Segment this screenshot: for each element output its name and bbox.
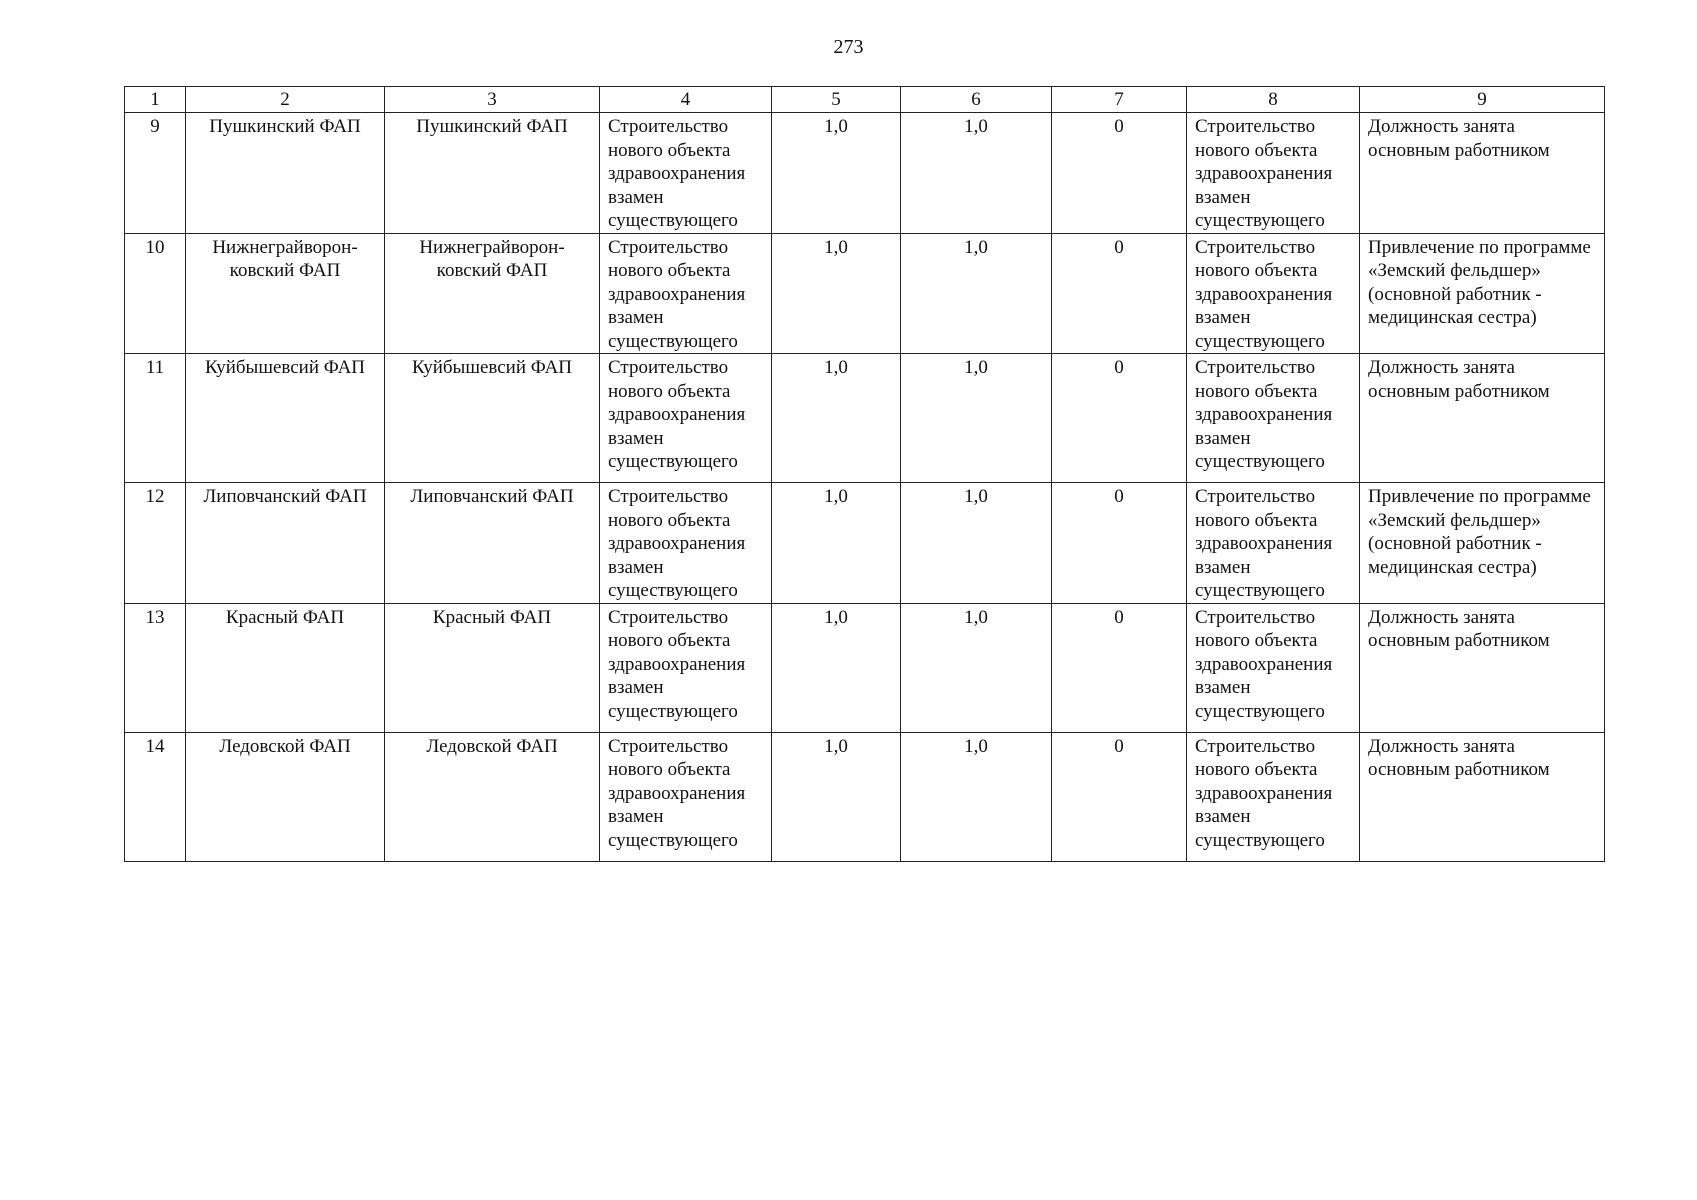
facility-name: Куйбышевсий ФАП <box>186 354 385 483</box>
column-number: 8 <box>1187 87 1360 113</box>
value-col7: 0 <box>1052 354 1187 483</box>
table-row <box>125 603 1605 732</box>
column-number: 9 <box>1360 87 1605 113</box>
row-number: 9 <box>125 113 186 234</box>
planned-action: Строительство нового объекта здравоохранения взамен существующего <box>600 603 772 732</box>
facility-object: Пушкинский ФАП <box>385 113 600 234</box>
facility-object: Куйбышевсий ФАП <box>385 354 600 483</box>
table-row <box>125 113 1605 234</box>
planned-action: Строительство нового объекта здравоохранения взамен существующего <box>600 354 772 483</box>
value-col5: 1,0 <box>772 233 901 354</box>
table-row <box>125 483 1605 604</box>
result-text: Строительство нового объекта здравоохранения взамен существующего <box>1187 732 1360 861</box>
column-number: 6 <box>901 87 1052 113</box>
column-number: 2 <box>186 87 385 113</box>
column-number: 7 <box>1052 87 1187 113</box>
planned-action: Строительство нового объекта здравоохранения взамен существующего <box>600 233 772 354</box>
column-number: 1 <box>125 87 186 113</box>
row-number: 14 <box>125 732 186 861</box>
facility-name: Пушкинский ФАП <box>186 113 385 234</box>
staffing-note: Должность занята основным работником <box>1360 354 1605 483</box>
column-number: 3 <box>385 87 600 113</box>
value-col5: 1,0 <box>772 113 901 234</box>
table-row <box>125 354 1605 483</box>
facility-name: Красный ФАП <box>186 603 385 732</box>
facility-object: Липовчанский ФАП <box>385 483 600 604</box>
value-col7: 0 <box>1052 113 1187 234</box>
value-col7: 0 <box>1052 603 1187 732</box>
value-col6: 1,0 <box>901 603 1052 732</box>
facility-object: Красный ФАП <box>385 603 600 732</box>
value-col6: 1,0 <box>901 113 1052 234</box>
row-number: 11 <box>125 354 186 483</box>
staffing-note: Должность занята основным работником <box>1360 603 1605 732</box>
staffing-note: Привлечение по программе «Земский фельдшер» (основной работник - медицинская сестра) <box>1360 233 1605 354</box>
page-number: 273 <box>833 36 864 58</box>
value-col6: 1,0 <box>901 233 1052 354</box>
staffing-note: Должность занята основным работником <box>1360 113 1605 234</box>
facility-name: Ледовской ФАП <box>186 732 385 861</box>
result-text: Строительство нового объекта здравоохранения взамен существующего <box>1187 354 1360 483</box>
result-text: Строительство нового объекта здравоохранения взамен существующего <box>1187 603 1360 732</box>
staffing-note: Должность занята основным работником <box>1360 732 1605 861</box>
row-number: 12 <box>125 483 186 604</box>
value-col6: 1,0 <box>901 732 1052 861</box>
value-col7: 0 <box>1052 233 1187 354</box>
column-number-row <box>125 87 1605 113</box>
data-table <box>124 86 1605 862</box>
facility-object: Нижнеграйворон-ковский ФАП <box>385 233 600 354</box>
planned-action: Строительство нового объекта здравоохранения взамен существующего <box>600 732 772 861</box>
staffing-note: Привлечение по программе «Земский фельдшер» (основной работник - медицинская сестра) <box>1360 483 1605 604</box>
planned-action: Строительство нового объекта здравоохранения взамен существующего <box>600 483 772 604</box>
facility-name: Нижнеграйворон-ковский ФАП <box>186 233 385 354</box>
value-col7: 0 <box>1052 732 1187 861</box>
result-text: Строительство нового объекта здравоохранения взамен существующего <box>1187 113 1360 234</box>
result-text: Строительство нового объекта здравоохранения взамен существующего <box>1187 483 1360 604</box>
facility-name: Липовчанский ФАП <box>186 483 385 604</box>
table-row <box>125 732 1605 861</box>
value-col6: 1,0 <box>901 483 1052 604</box>
result-text: Строительство нового объекта здравоохранения взамен существующего <box>1187 233 1360 354</box>
planned-action: Строительство нового объекта здравоохранения взамен существующего <box>600 113 772 234</box>
value-col5: 1,0 <box>772 354 901 483</box>
value-col5: 1,0 <box>772 483 901 604</box>
value-col5: 1,0 <box>772 732 901 861</box>
row-number: 10 <box>125 233 186 354</box>
table-row <box>125 233 1605 354</box>
value-col5: 1,0 <box>772 603 901 732</box>
value-col7: 0 <box>1052 483 1187 604</box>
value-col6: 1,0 <box>901 354 1052 483</box>
facility-object: Ледовской ФАП <box>385 732 600 861</box>
row-number: 13 <box>125 603 186 732</box>
column-number: 5 <box>772 87 901 113</box>
column-number: 4 <box>600 87 772 113</box>
